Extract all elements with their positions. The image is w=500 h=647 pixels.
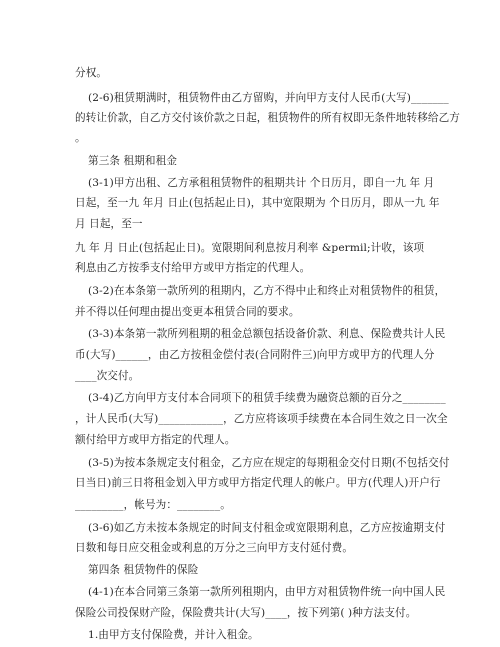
- clause-3-4-line-3: 额付给甲方或甲方指定的代理人。: [75, 434, 236, 446]
- clause-3-3-line-1: (3-3)本条第一款所列租期的租金总额包括设备价款、利息、保险费共计人民: [88, 328, 446, 340]
- article-4-heading: 第四条 租赁物件的保险: [88, 564, 199, 576]
- clause-3-1-line-1: (3-1)甲方出租、乙方承租租赁物件的租期共计 个日历月，即自一九 年 月: [88, 177, 435, 189]
- article-3-heading: 第三条 租期和租金: [88, 155, 178, 167]
- clause-2-6-line-2: 的转让价款，自乙方交付该价款之日起，租赁物件的所有权即无条件地转移给乙方: [75, 112, 460, 124]
- clause-3-5-line-2: 日当日)前三日将租金划入甲方或甲方指定代理人的帐户。甲方(代理人)开户行: [75, 477, 441, 489]
- clause-3-1-line-4: 九 年 月 日止(包括起止日)。宽限期间利息按月利率 &permil;计收，该项: [75, 242, 425, 254]
- clause-3-1-line-3: 月 日起，至一: [75, 218, 143, 230]
- clause-3-1-line-2: 日起，至一九 年月 日止(包括起止日)，其中宽限期为 个日历月，即从一九 年: [75, 197, 440, 209]
- clause-3-2-line-1: (3-2)在本条第一款所列的租期内，乙方不得中止和终止对租赁物件的租赁，: [88, 285, 446, 297]
- clause-3-1-line-5: 利息由乙方按季支付给甲方或甲方指定的代理人。: [75, 262, 311, 274]
- payment-option-1: 1.由甲方支付保险费，并计入租金。: [88, 629, 259, 641]
- clause-2-6-line-1: (2-6)租赁期满时，租赁物件由乙方留购，并向甲方支付人民币(大写)_______: [88, 92, 449, 104]
- clause-3-5-line-3: _________，帐号为：________。: [75, 499, 231, 511]
- clause-3-6-line-1: (3-6)如乙方未按本条规定的时间支付租金或宽限期利息，乙方应按逾期支付: [88, 522, 446, 534]
- text-line: 分权。: [75, 67, 108, 79]
- clause-3-4-line-1: (3-4)乙方向甲方支付本合同项下的租赁手续费为融资总额的百分之________: [88, 392, 446, 404]
- clause-3-3-line-2: 币(大写)______，由乙方按租金偿付表(合同附件三)向甲方或甲方的代理人分: [75, 349, 435, 361]
- clause-4-1-line-2: 保险公司投保财产险，保险费共计(大写)____，按下列第( )种方法支付。: [75, 607, 417, 619]
- clause-4-1-line-1: (4-1)在本合同第三条第一款所列租期内，由甲方对租赁物件统一向中国人民: [88, 586, 446, 598]
- clause-3-6-line-2: 日数和每日应交租金或利息的万分之三向甲方支付延付费。: [75, 542, 354, 554]
- text-line: 。: [75, 132, 86, 144]
- clause-3-5-line-1: (3-5)为按本条规定支付租金，乙方应在规定的每期租金交付日期(不包括交付: [88, 457, 450, 469]
- clause-3-4-line-2: ，计人民币(大写)____________，乙方应将该项手续费在本合同生效之日一次全: [75, 413, 448, 425]
- clause-3-3-line-3: ____次交付。: [75, 370, 140, 382]
- clause-3-2-line-2: 并不得以任何理由提出变更本租赁合同的要求。: [75, 306, 300, 318]
